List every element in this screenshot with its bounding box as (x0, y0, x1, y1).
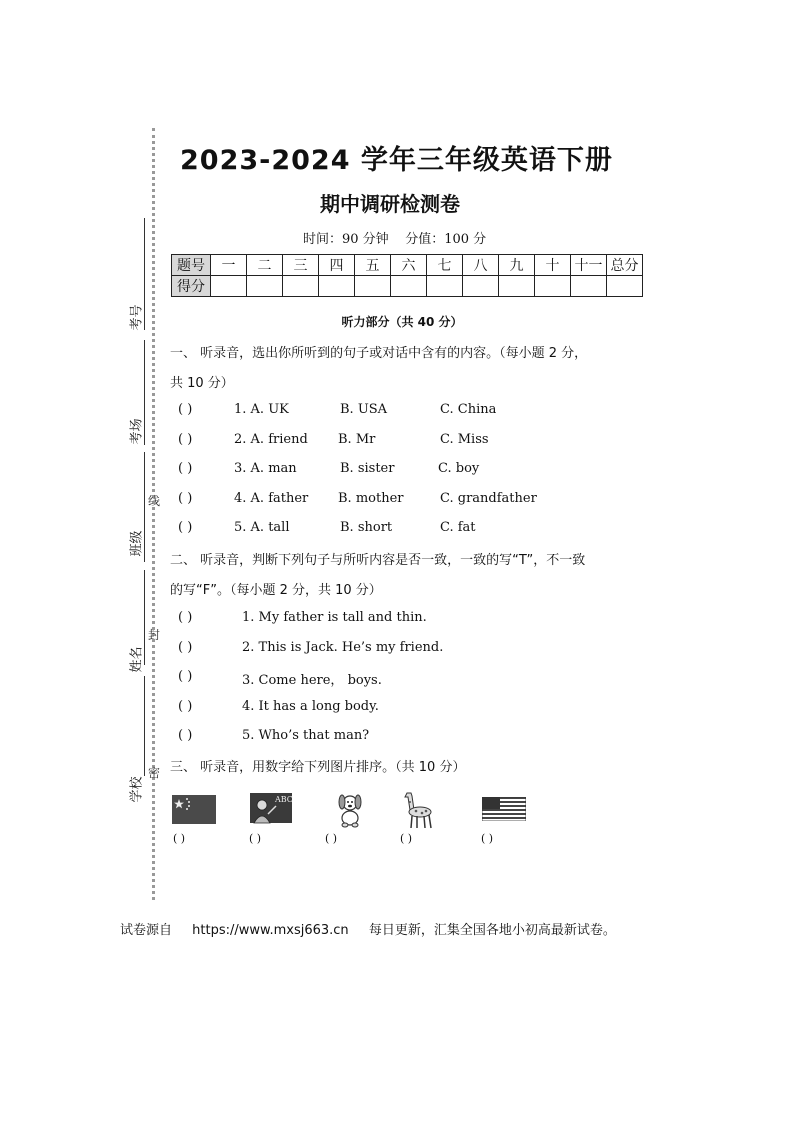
score-table-cell: 得分 (172, 276, 211, 297)
picture-answer-paren: ( ) (481, 832, 494, 845)
option-a: 3. A. man (234, 461, 297, 476)
score-entry-cell (319, 276, 355, 297)
footer-note: 每日更新，汇集全国各地小初高最新试卷。 (368, 923, 616, 938)
score-table-cell: 十一 (571, 255, 607, 276)
answer-paren: ( ) (178, 610, 193, 625)
score-table-cell: 八 (463, 255, 499, 276)
answer-paren: ( ) (178, 432, 193, 447)
score-entry-cell (427, 276, 463, 297)
exam-title: 2023-2024 学年三年级英语下册 (180, 145, 613, 176)
score-table-score-row (172, 276, 643, 297)
label-name: 姓名 (129, 646, 145, 673)
option-a: 2. A. friend (234, 432, 308, 447)
teacher-blackboard-icon (248, 792, 294, 826)
option-b: B. USA (340, 402, 388, 417)
dog-icon (333, 792, 367, 828)
blackboard-text: ABC (275, 795, 293, 804)
score-entry-cell (535, 276, 571, 297)
score-entry-cell (607, 276, 643, 297)
score-table-cell: 一 (211, 255, 247, 276)
giraffe-icon (400, 790, 436, 830)
exam-meta (303, 228, 486, 247)
option-c: C. fat (440, 520, 476, 535)
option-c: C. Miss (440, 432, 489, 447)
score-table (171, 254, 643, 297)
score-table-cell: 五 (355, 255, 391, 276)
exam-subtitle: 期中调研检测卷 (320, 192, 460, 216)
question-3-title: 三、 听录音，用数字给下列图片排序。（共 10 分） (170, 760, 466, 775)
statement-text: 4. It has a long body. (242, 699, 379, 714)
score-table-cell: 九 (499, 255, 535, 276)
score-table-cell: 六 (391, 255, 427, 276)
exam-time: 时间：90 分钟 (303, 232, 389, 247)
label-exam-room: 考场 (129, 418, 145, 445)
binding-dotted-line (152, 128, 155, 900)
score-entry-cell (499, 276, 535, 297)
option-c: C. China (440, 402, 497, 417)
footer-url[interactable]: https://www.mxsj663.cn (192, 923, 349, 938)
punch-mark-seal: 封 (148, 628, 161, 642)
option-b: B. Mr (338, 432, 376, 447)
score-table-cell: 四 (319, 255, 355, 276)
option-b: B. mother (338, 491, 404, 506)
answer-paren: ( ) (178, 491, 193, 506)
score-table-cell: 二 (247, 255, 283, 276)
label-school: 学校 (129, 776, 145, 803)
score-table-cell: 题号 (172, 255, 211, 276)
option-c: C. grandfather (440, 491, 537, 506)
score-entry-cell (391, 276, 427, 297)
score-table-cell: 七 (427, 255, 463, 276)
usa-flag-icon (482, 797, 526, 821)
picture-answer-paren: ( ) (249, 832, 262, 845)
answer-paren: ( ) (178, 520, 193, 535)
answer-paren: ( ) (178, 728, 193, 743)
option-a: 5. A. tall (234, 520, 290, 535)
section-label: 听力部分（共 40 分） (341, 315, 463, 329)
picture-answer-paren: ( ) (325, 832, 338, 845)
exam-score: 分值：100 分 (405, 232, 487, 247)
punch-mark-secret: 密 (148, 766, 161, 780)
score-table-cell: 十 (535, 255, 571, 276)
score-entry-cell (211, 276, 247, 297)
binding-line (144, 676, 145, 776)
score-table-header-row (172, 255, 643, 276)
footer (120, 919, 632, 938)
option-c: C. boy (438, 461, 480, 476)
score-entry-cell (355, 276, 391, 297)
footer-source: 试卷源自 (120, 923, 173, 938)
score-entry-cell (463, 276, 499, 297)
score-entry-cell (283, 276, 319, 297)
picture-answer-paren: ( ) (400, 832, 413, 845)
answer-paren: ( ) (178, 699, 193, 714)
statement-text: 2. This is Jack. He’s my friend. (242, 640, 444, 655)
picture-answer-paren: ( ) (173, 832, 186, 845)
label-exam-number: 考号 (129, 304, 145, 331)
question-1-title-cont: 共 10 分） (170, 376, 234, 391)
score-entry-cell (247, 276, 283, 297)
china-flag-icon (172, 795, 216, 824)
option-a: 1. A. UK (234, 402, 289, 417)
answer-paren: ( ) (178, 640, 193, 655)
score-table-cell: 三 (283, 255, 319, 276)
statement-text: 5. Who’s that man? (242, 728, 370, 743)
label-class: 班级 (129, 530, 145, 557)
question-2-title: 二、 听录音，判断下列句子与所听内容是否一致，一致的写“T”，不一致 (170, 553, 586, 568)
score-table-cell: 总分 (607, 255, 643, 276)
answer-paren: ( ) (178, 461, 193, 476)
answer-paren: ( ) (178, 669, 193, 684)
option-b: B. short (340, 520, 393, 535)
statement-text: 1. My father is tall and thin. (242, 610, 427, 625)
statement-text: 3. Come here， boys. (242, 673, 382, 688)
score-entry-cell (571, 276, 607, 297)
question-1-title: 一、 听录音，选出你所听到的句子或对话中含有的内容。（每小题 2 分， (170, 346, 588, 361)
punch-mark-line: 线 (148, 494, 161, 508)
option-b: B. sister (340, 461, 395, 476)
answer-paren: ( ) (178, 402, 193, 417)
question-2-title-cont: 的写“F”。（每小题 2 分，共 10 分） (170, 583, 382, 598)
option-a: 4. A. father (234, 491, 309, 506)
